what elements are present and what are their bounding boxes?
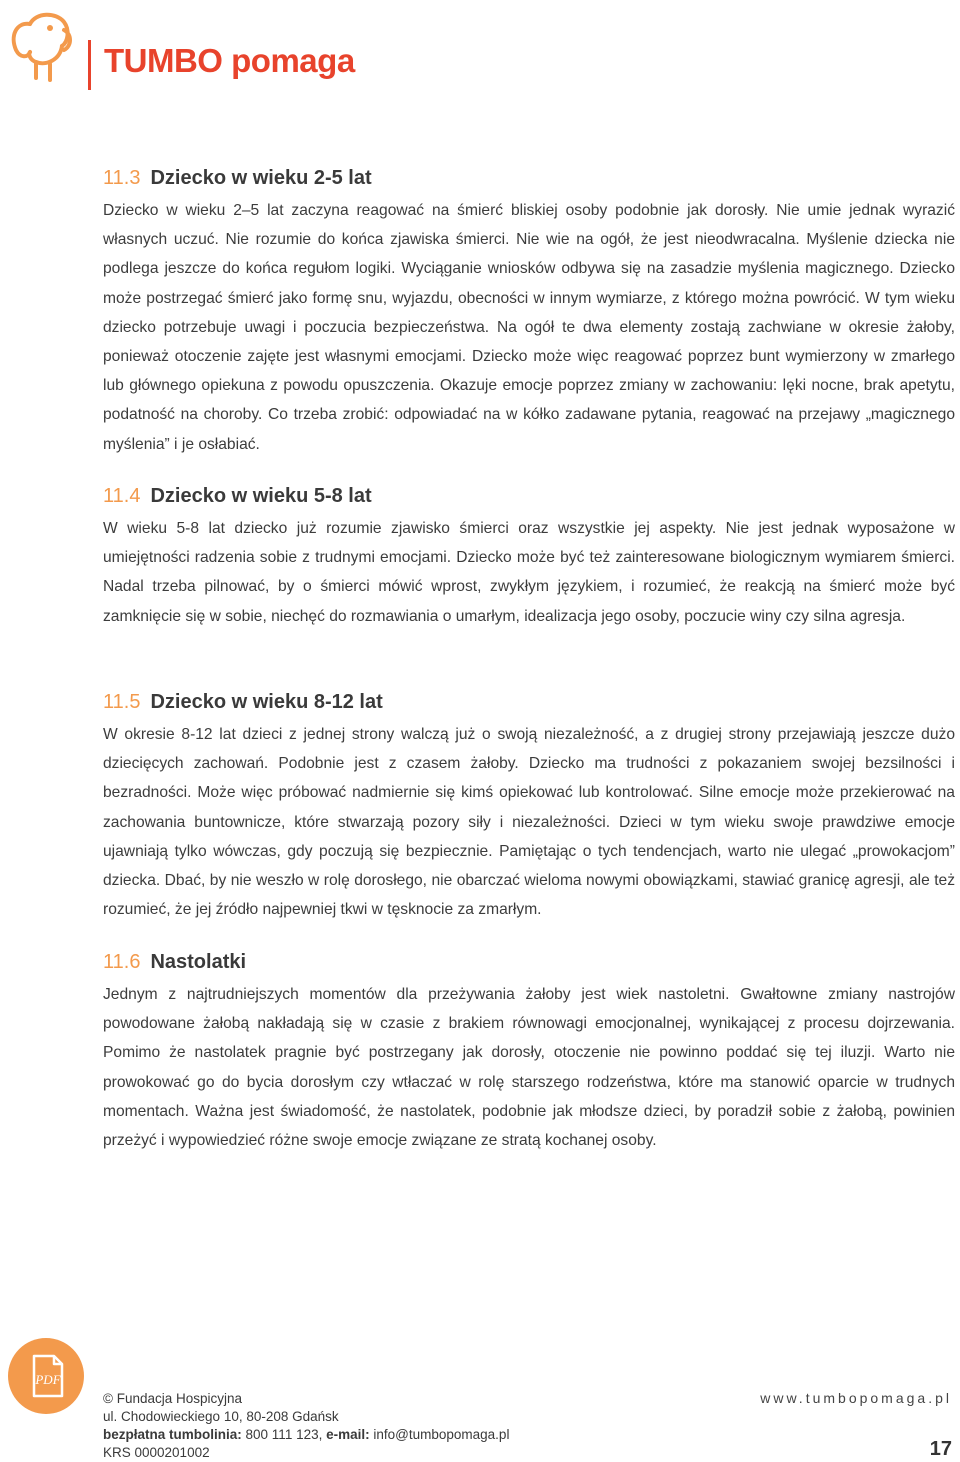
section-title: Nastolatki: [150, 951, 247, 973]
section-heading: [103, 944, 955, 974]
section-heading: [103, 478, 955, 508]
section-11-5: [103, 684, 955, 924]
section-heading: [103, 160, 955, 190]
header-divider: [88, 40, 91, 90]
section-title: Dziecko w wieku 5-8 lat: [150, 485, 372, 507]
section-body: Dziecko w wieku 2–5 lat zaczyna reagować na śmierć bliskiej osoby podobnie jak dorosły. Nie umie jednak wyrazić własnych uczuć. Nie rozumie do końca zjawiska śmierci. Nie wie na ogół, że jest nieodwracalna. Myślenie dziecka nie podlega jeszcze do końca regułom logiki. Wyciąganie wniosków odbywa się na zasadzie myślenia magicznego. Dziecko może postrzegać śmierć jako formę snu, wyjazdu, obecności w innym wymiarze, z którego można powrócić. W tym wieku dziecko potrzebuje uwagi i poczucia bezpieczeństwa. Na ogół te dwa elementy zostają zachwiane w okresie żałoby, ponieważ otoczenie zajęte jest własnymi emocjami. Dziecko może więc reagować poprzez bunt wymierzony w zmarłego lub głównego opiekuna z powodu opuszczenia. Okazuje emocje poprzez zmiany w zachowaniu: lęki nocne, brak apetytu, podatność na choroby. Co trzeba zrobić: odpowiadać na w kółko zadawane pytania, reagować na przejawy „magicznego myślenia” i je osłabiać.: [103, 202, 955, 453]
section-11-3: [103, 160, 955, 459]
brand-title: TUMBO pomaga: [104, 42, 355, 79]
section-body: W okresie 8-12 lat dzieci z jednej strony walczą już o swoją niezależność, a z drugiej strony przejawiają jeszcze dużo dziecięcych zachowań. Podobnie jest z czasem żałoby. Dziecko ma trudności z pokazaniem swojej bezsilności i bezradności. Może więc próbować nadmiernie się kimś opiekować lub kontrolować. Silne emocje może przekierować na zachowania buntownicze, które stwarzają pozory siły i niezależności. Dzieci w tym wieku swoje prawdziwe emocje ujawniają tylko wówczas, gdy poczują się bezpiecznie. Pamiętając o tych tendencjach, warto nie ulegać „prowokacjom” dziecka. Dbać, by nie weszło w rolę dorosłego, nie obarczać wieloma nowymi obowiązkami, stawiać granicę agresji, ale też rozumieć, że jej źródło najpewniej tkwi w tęsknocie za zmarłym.: [103, 726, 955, 919]
section-11-6: [103, 944, 955, 1155]
pdf-badge-icon: [6, 1336, 86, 1416]
section-title: Dziecko w wieku 8-12 lat: [150, 691, 383, 713]
elephant-logo-icon: [6, 6, 76, 86]
footer-krs: KRS 0000201002: [103, 1445, 210, 1460]
section-title: Dziecko w wieku 2-5 lat: [150, 167, 372, 189]
footer-contact: [103, 1390, 509, 1462]
section-number: 11.6: [103, 951, 141, 973]
section-heading: [103, 684, 955, 714]
section-body: W wieku 5-8 lat dziecko już rozumie zjawisko śmierci oraz wszystkie jej aspekty. Nie jest jednak wyposażone w umiejętności radzenia sobie z trudnymi emocjami. Dziecko może być też zainteresowane biologicznym wymiarem śmierci. Nadal trzeba pilnować, by o śmierci mówić wprost, zwykłym językiem, i rozumieć, że reakcją na śmierć może być zamknięcie się w sobie, niechęć do rozmawiania o umarłym, idealizacja jego osoby, poczucie winy czy silna agresja.: [103, 520, 955, 625]
page-number: 17: [929, 1438, 952, 1460]
email-label: e-mail:: [326, 1427, 370, 1442]
section-number: 11.3: [103, 167, 141, 189]
section-number: 11.5: [103, 691, 141, 713]
footer-address: ul. Chodowieckiego 10, 80-208 Gdańsk: [103, 1409, 339, 1424]
website-link[interactable]: www.tumbopomaga.pl: [760, 1390, 952, 1406]
section-body: Jednym z najtrudniejszych momentów dla przeżywania żałoby jest wiek nastoletni. Gwałtowne zmiany nastrojów powodowane żałobą nakładają się w czasie z brakiem równowagi emocjonalnej, wynikającej z procesu dojrzewania. Pomimo że nastolatek pragnie być postrzegany jak dorosły, otoczenie nie powinno poddać się tej iluzji. Warto nie prowokować go do bycia dorosłym czy wtłaczać w rolę starszego rodzeństwa, które ma stanowić oparcie w trudnych momentach. Ważna jest świadomość, że nastolatek, podobnie jak młodsze dzieci, by poradził sobie z żałobą, powinien przeżyć i wypowiedzieć różne swoje emocje związane ze stratą kochanej osoby.: [103, 986, 955, 1150]
section-number: 11.4: [103, 485, 141, 507]
hotline-number: 800 111 123,: [245, 1427, 323, 1442]
email-link[interactable]: info@tumbopomaga.pl: [373, 1427, 510, 1442]
footer-contact-line: [103, 1426, 509, 1444]
pdf-badge-label: PDF: [35, 1372, 61, 1387]
section-11-4: [103, 478, 955, 631]
footer-copyright: © Fundacja Hospicyjna: [103, 1391, 243, 1406]
hotline-label: bezpłatna tumbolinia:: [103, 1427, 242, 1442]
